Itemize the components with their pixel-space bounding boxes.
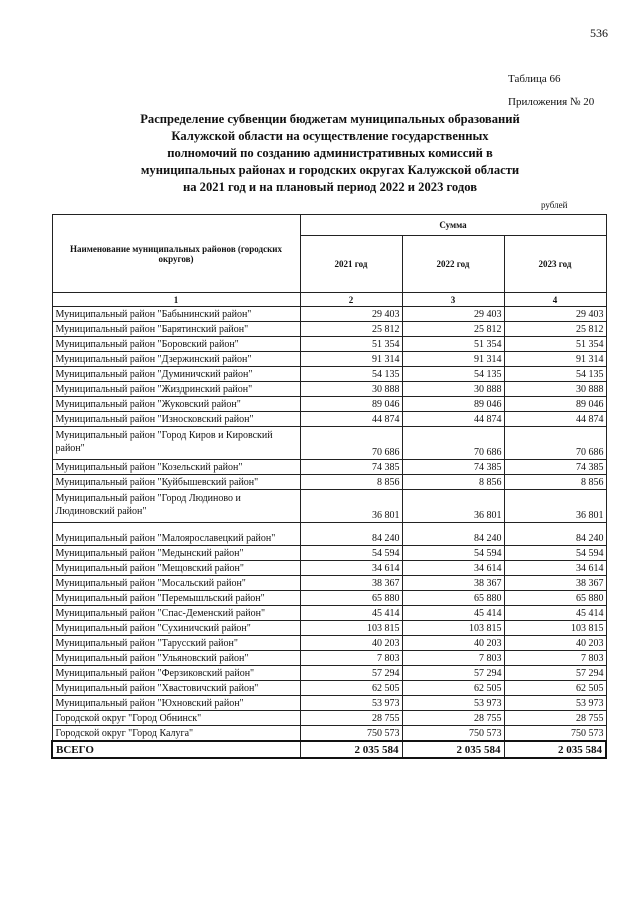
table-label: Таблица 66 bbox=[508, 73, 561, 85]
row-value-2022: 51 354 bbox=[402, 337, 504, 352]
row-value-2021: 28 755 bbox=[300, 711, 402, 726]
row-value-2023: 750 573 bbox=[504, 726, 606, 742]
row-value-2022: 25 812 bbox=[402, 322, 504, 337]
row-name: Муниципальный район "Думиничский район" bbox=[52, 367, 300, 382]
row-value-2021: 30 888 bbox=[300, 382, 402, 397]
table-row bbox=[52, 621, 606, 636]
row-value-2021: 74 385 bbox=[300, 460, 402, 475]
row-value-2023: 54 135 bbox=[504, 367, 606, 382]
header-year-2021: 2021 год bbox=[300, 236, 402, 293]
row-value-2023: 28 755 bbox=[504, 711, 606, 726]
title-line: Распределение субвенции бюджетам муниципальных образований bbox=[140, 112, 520, 126]
row-name: Муниципальный район "Юхновский район" bbox=[52, 696, 300, 711]
table-row bbox=[52, 666, 606, 681]
row-value-2023: 38 367 bbox=[504, 576, 606, 591]
row-value-2021: 750 573 bbox=[300, 726, 402, 742]
header-name-column: Наименование муниципальных районов (городских округов) bbox=[52, 215, 300, 293]
row-value-2022: 45 414 bbox=[402, 606, 504, 621]
row-value-2023: 8 856 bbox=[504, 475, 606, 490]
row-name: Муниципальный район "Город Людиново и Людиновский район" bbox=[52, 490, 300, 523]
row-name: Муниципальный район "Медынский район" bbox=[52, 546, 300, 561]
row-name: Городской округ "Город Обнинск" bbox=[52, 711, 300, 726]
row-value-2022: 65 880 bbox=[402, 591, 504, 606]
row-name: Муниципальный район "Износковский район" bbox=[52, 412, 300, 427]
header-year-2023: 2023 год bbox=[504, 236, 606, 293]
table-row bbox=[52, 591, 606, 606]
table-row bbox=[52, 696, 606, 711]
row-value-2021: 65 880 bbox=[300, 591, 402, 606]
table-body bbox=[52, 307, 606, 742]
row-value-2023: 62 505 bbox=[504, 681, 606, 696]
table-row bbox=[52, 546, 606, 561]
table-row bbox=[52, 651, 606, 666]
row-value-2022: 91 314 bbox=[402, 352, 504, 367]
title-line: Калужской области на осуществление государственных bbox=[171, 129, 489, 143]
row-value-2023: 36 801 bbox=[504, 490, 606, 523]
row-value-2022: 62 505 bbox=[402, 681, 504, 696]
total-row bbox=[52, 741, 606, 758]
row-value-2021: 44 874 bbox=[300, 412, 402, 427]
row-value-2021: 53 973 bbox=[300, 696, 402, 711]
total-2023: 2 035 584 bbox=[504, 741, 606, 758]
table-row bbox=[52, 523, 606, 546]
row-name: Муниципальный район "Ульяновский район" bbox=[52, 651, 300, 666]
header-sum: Сумма bbox=[300, 215, 606, 236]
row-value-2021: 70 686 bbox=[300, 427, 402, 460]
row-value-2021: 45 414 bbox=[300, 606, 402, 621]
row-name: Муниципальный район "Жиздринский район" bbox=[52, 382, 300, 397]
table-row bbox=[52, 606, 606, 621]
row-name: Муниципальный район "Ферзиковский район" bbox=[52, 666, 300, 681]
table-row bbox=[52, 636, 606, 651]
row-value-2023: 57 294 bbox=[504, 666, 606, 681]
row-value-2023: 91 314 bbox=[504, 352, 606, 367]
row-value-2023: 51 354 bbox=[504, 337, 606, 352]
appendix-label: Приложения № 20 bbox=[508, 96, 595, 108]
table-row bbox=[52, 726, 606, 742]
row-name: Муниципальный район "Козельский район" bbox=[52, 460, 300, 475]
row-value-2023: 74 385 bbox=[504, 460, 606, 475]
row-name: Городской округ "Город Калуга" bbox=[52, 726, 300, 742]
row-name: Муниципальный район "Тарусский район" bbox=[52, 636, 300, 651]
table-row bbox=[52, 322, 606, 337]
row-name: Муниципальный район "Сухиничский район" bbox=[52, 621, 300, 636]
col-number: 1 bbox=[52, 293, 300, 307]
row-value-2022: 38 367 bbox=[402, 576, 504, 591]
row-value-2022: 750 573 bbox=[402, 726, 504, 742]
table-row bbox=[52, 412, 606, 427]
header-year-2022: 2022 год bbox=[402, 236, 504, 293]
row-value-2022: 54 594 bbox=[402, 546, 504, 561]
title-line: на 2021 год и на плановый период 2022 и 2023 годов bbox=[182, 180, 478, 194]
row-value-2023: 34 614 bbox=[504, 561, 606, 576]
page-number: 536 bbox=[590, 26, 608, 40]
row-value-2021: 7 803 bbox=[300, 651, 402, 666]
table-row bbox=[52, 561, 606, 576]
total-2022: 2 035 584 bbox=[402, 741, 504, 758]
row-value-2022: 89 046 bbox=[402, 397, 504, 412]
row-name: Муниципальный район "Спас-Деменский район" bbox=[52, 606, 300, 621]
row-value-2021: 36 801 bbox=[300, 490, 402, 523]
row-value-2021: 8 856 bbox=[300, 475, 402, 490]
row-name: Муниципальный район "Мосальский район" bbox=[52, 576, 300, 591]
row-value-2023: 70 686 bbox=[504, 427, 606, 460]
row-name: Муниципальный район "Боровский район" bbox=[52, 337, 300, 352]
row-name: Муниципальный район "Город Киров и Кировский район" bbox=[52, 427, 300, 460]
row-value-2021: 57 294 bbox=[300, 666, 402, 681]
row-value-2022: 84 240 bbox=[402, 523, 504, 546]
table-row bbox=[52, 681, 606, 696]
row-value-2021: 38 367 bbox=[300, 576, 402, 591]
table-row bbox=[52, 711, 606, 726]
row-value-2023: 25 812 bbox=[504, 322, 606, 337]
row-value-2023: 53 973 bbox=[504, 696, 606, 711]
row-value-2022: 103 815 bbox=[402, 621, 504, 636]
table-row bbox=[52, 307, 606, 322]
table-row bbox=[52, 475, 606, 490]
table-row bbox=[52, 397, 606, 412]
row-value-2022: 8 856 bbox=[402, 475, 504, 490]
row-value-2023: 30 888 bbox=[504, 382, 606, 397]
row-value-2021: 84 240 bbox=[300, 523, 402, 546]
subvention-table bbox=[51, 214, 607, 759]
title-line: полномочий по созданию административных комиссий в bbox=[167, 146, 493, 160]
table-row bbox=[52, 576, 606, 591]
row-value-2021: 89 046 bbox=[300, 397, 402, 412]
row-name: Муниципальный район "Хвастовичский район" bbox=[52, 681, 300, 696]
row-name: Муниципальный район "Куйбышевский район" bbox=[52, 475, 300, 490]
col-number: 3 bbox=[402, 293, 504, 307]
row-value-2021: 62 505 bbox=[300, 681, 402, 696]
row-value-2023: 45 414 bbox=[504, 606, 606, 621]
row-value-2021: 54 135 bbox=[300, 367, 402, 382]
row-value-2022: 29 403 bbox=[402, 307, 504, 322]
row-value-2022: 44 874 bbox=[402, 412, 504, 427]
row-name: Муниципальный район "Мещовский район" bbox=[52, 561, 300, 576]
units-label: рублей bbox=[541, 200, 568, 210]
row-value-2022: 70 686 bbox=[402, 427, 504, 460]
row-value-2023: 40 203 bbox=[504, 636, 606, 651]
row-name: Муниципальный район "Барятинский район" bbox=[52, 322, 300, 337]
row-name: Муниципальный район "Перемышльский район" bbox=[52, 591, 300, 606]
row-value-2023: 29 403 bbox=[504, 307, 606, 322]
row-value-2021: 40 203 bbox=[300, 636, 402, 651]
row-name: Муниципальный район "Малоярославецкий район" bbox=[52, 523, 300, 546]
table-row bbox=[52, 490, 606, 523]
table-row bbox=[52, 382, 606, 397]
row-value-2022: 7 803 bbox=[402, 651, 504, 666]
total-2021: 2 035 584 bbox=[300, 741, 402, 758]
row-value-2021: 51 354 bbox=[300, 337, 402, 352]
row-value-2021: 25 812 bbox=[300, 322, 402, 337]
row-name: Муниципальный район "Дзержинский район" bbox=[52, 352, 300, 367]
row-name: Муниципальный район "Бабынинский район" bbox=[52, 307, 300, 322]
row-value-2022: 74 385 bbox=[402, 460, 504, 475]
table-row bbox=[52, 427, 606, 460]
row-value-2021: 103 815 bbox=[300, 621, 402, 636]
row-value-2021: 54 594 bbox=[300, 546, 402, 561]
row-value-2023: 65 880 bbox=[504, 591, 606, 606]
row-value-2022: 40 203 bbox=[402, 636, 504, 651]
col-number: 2 bbox=[300, 293, 402, 307]
col-number: 4 bbox=[504, 293, 606, 307]
row-value-2022: 54 135 bbox=[402, 367, 504, 382]
total-label: ВСЕГО bbox=[52, 741, 300, 758]
table-row bbox=[52, 367, 606, 382]
row-name: Муниципальный район "Жуковский район" bbox=[52, 397, 300, 412]
row-value-2023: 44 874 bbox=[504, 412, 606, 427]
row-value-2023: 103 815 bbox=[504, 621, 606, 636]
table-row bbox=[52, 337, 606, 352]
row-value-2021: 29 403 bbox=[300, 307, 402, 322]
row-value-2021: 91 314 bbox=[300, 352, 402, 367]
table-row bbox=[52, 460, 606, 475]
row-value-2022: 34 614 bbox=[402, 561, 504, 576]
title-line: муниципальных районах и городских округах Калужской области bbox=[140, 163, 520, 177]
row-value-2022: 57 294 bbox=[402, 666, 504, 681]
row-value-2023: 54 594 bbox=[504, 546, 606, 561]
row-value-2023: 84 240 bbox=[504, 523, 606, 546]
row-value-2023: 7 803 bbox=[504, 651, 606, 666]
table-row bbox=[52, 352, 606, 367]
row-value-2022: 30 888 bbox=[402, 382, 504, 397]
row-value-2021: 34 614 bbox=[300, 561, 402, 576]
row-value-2022: 53 973 bbox=[402, 696, 504, 711]
row-value-2022: 36 801 bbox=[402, 490, 504, 523]
row-value-2022: 28 755 bbox=[402, 711, 504, 726]
row-value-2023: 89 046 bbox=[504, 397, 606, 412]
document-title bbox=[100, 111, 560, 196]
